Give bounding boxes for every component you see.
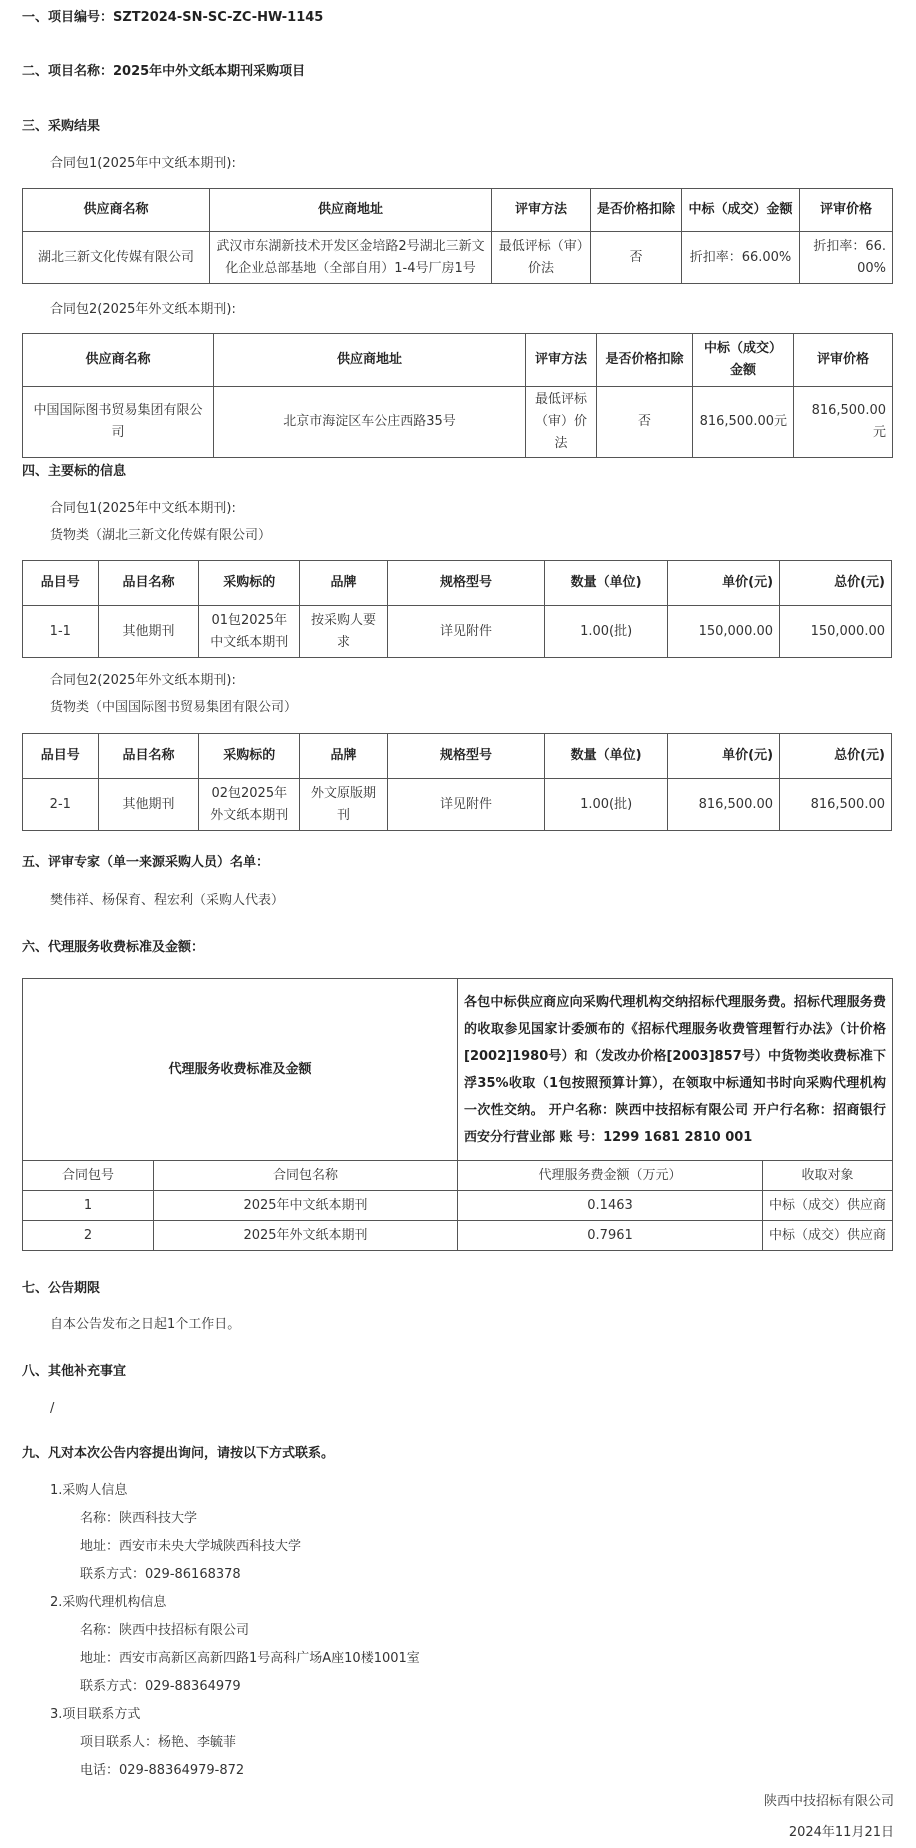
signature-date: 2024年11月21日 (788, 1825, 894, 1840)
table-row (23, 779, 892, 831)
goods-category-2: 货物类（中国国际图书贸易集团有限公司） (50, 700, 298, 715)
purchaser-name: 名称：陕西科技大学 (80, 1511, 198, 1526)
agency-name: 名称：陕西中技招标有限公司 (80, 1623, 250, 1638)
item-unit-price: 816,500.00 (668, 779, 780, 831)
purchaser-phone: 联系方式：029-86168378 (80, 1567, 241, 1582)
section-6-heading: 六、代理服务收费标准及金额： (22, 940, 205, 955)
header-item-no: 品目号 (23, 561, 99, 606)
header-spec: 规格型号 (387, 561, 544, 606)
header-package-name: 合同包名称 (154, 1161, 458, 1191)
project-name: 二、项目名称：2025年中外文纸本期刊采购项目 (22, 64, 306, 79)
package-1-label: 合同包1(2025年中文纸本期刊): (50, 156, 236, 171)
item-spec: 详见附件 (387, 779, 544, 831)
header-supplier-name: 供应商名称 (23, 189, 210, 232)
item-brand: 按采购人要求 (300, 606, 388, 658)
header-payer: 收取对象 (763, 1161, 893, 1191)
header-review-method: 评审方法 (526, 334, 597, 387)
fee-amount: 0.7961 (458, 1221, 763, 1251)
item-name: 其他期刊 (98, 779, 199, 831)
table-row (23, 387, 893, 458)
agency-phone: 联系方式：029-88364979 (80, 1679, 241, 1694)
header-fee-amount: 代理服务费金额（万元） (458, 1161, 763, 1191)
header-item-name: 品目名称 (98, 561, 199, 606)
package-name: 2025年中文纸本期刊 (154, 1191, 458, 1221)
header-price-deduction: 是否价格扣除 (597, 334, 693, 387)
package-1-label: 合同包1(2025年中文纸本期刊): (50, 501, 236, 516)
review-price: 折扣率：66.00% (800, 232, 893, 284)
price-deduction: 否 (591, 232, 682, 284)
package-2-label: 合同包2(2025年外文纸本期刊): (50, 673, 236, 688)
section-8-heading: 八、其他补充事宜 (22, 1364, 127, 1379)
header-item-no: 品目号 (23, 734, 99, 779)
project-phone: 电话：029-88364979-872 (80, 1763, 245, 1778)
fee-table (22, 978, 893, 1251)
header-quantity: 数量（单位) (545, 561, 668, 606)
item-table-1 (22, 560, 892, 658)
header-total-price: 总价(元) (780, 734, 892, 779)
item-brand: 外文原版期刊 (300, 779, 388, 831)
contact-purchaser-title: 1.采购人信息 (50, 1483, 128, 1498)
supplier-name: 中国国际图书贸易集团有限公司 (23, 387, 214, 458)
result-table-2 (22, 333, 893, 458)
header-supplier-address: 供应商地址 (210, 189, 492, 232)
section-4-heading: 四、主要标的信息 (22, 464, 127, 479)
header-total-price: 总价(元) (780, 561, 892, 606)
table-row (23, 232, 893, 284)
payer: 中标（成交）供应商 (763, 1191, 893, 1221)
project-number: 一、项目编号：SZT2024-SN-SC-ZC-HW-1145 (22, 10, 324, 25)
review-price: 816,500.00元 (794, 387, 893, 458)
header-subject: 采购标的 (199, 561, 300, 606)
header-supplier-name: 供应商名称 (23, 334, 214, 387)
table-row (23, 1221, 893, 1251)
notice-period: 自本公告发布之日起1个工作日。 (50, 1317, 241, 1332)
section-3-heading: 三、采购结果 (22, 119, 101, 134)
section-9-heading: 九、凡对本次公告内容提出询问，请按以下方式联系。 (22, 1446, 335, 1461)
header-supplier-address: 供应商地址 (214, 334, 526, 387)
header-award-amount: 中标（成交）金额 (682, 189, 800, 232)
header-unit-price: 单价(元) (668, 734, 780, 779)
header-spec: 规格型号 (387, 734, 544, 779)
payer: 中标（成交）供应商 (763, 1221, 893, 1251)
header-quantity: 数量（单位) (545, 734, 668, 779)
fee-standard-label: 代理服务收费标准及金额 (23, 979, 458, 1161)
project-contacts: 项目联系人：杨艳、李毓菲 (80, 1735, 237, 1750)
header-review-price: 评审价格 (800, 189, 893, 232)
package-2-label: 合同包2(2025年外文纸本期刊): (50, 302, 236, 317)
package-name: 2025年外文纸本期刊 (154, 1221, 458, 1251)
section-7-heading: 七、公告期限 (22, 1281, 101, 1296)
header-package-no: 合同包号 (23, 1161, 154, 1191)
review-method: 最低评标（审）价法 (526, 387, 597, 458)
contact-project-title: 3.项目联系方式 (50, 1707, 141, 1722)
item-table-2 (22, 733, 892, 831)
package-no: 2 (23, 1221, 154, 1251)
contact-agency-title: 2.采购代理机构信息 (50, 1595, 167, 1610)
item-no: 1-1 (23, 606, 99, 658)
expert-list: 樊伟祥、杨保育、程宏利（采购人代表） (50, 893, 285, 908)
item-name: 其他期刊 (98, 606, 199, 658)
award-amount: 816,500.00元 (693, 387, 794, 458)
header-unit-price: 单价(元) (668, 561, 780, 606)
item-subject: 02包2025年外文纸本期刊 (199, 779, 300, 831)
purchaser-address: 地址：西安市未央大学城陕西科技大学 (80, 1539, 302, 1554)
goods-category-1: 货物类（湖北三新文化传媒有限公司） (50, 528, 272, 543)
signature-organization: 陕西中技招标有限公司 (763, 1794, 894, 1809)
supplier-name: 湖北三新文化传媒有限公司 (23, 232, 210, 284)
item-quantity: 1.00(批) (545, 606, 668, 658)
supplier-address: 武汉市东湖新技术开发区金培路2号湖北三新文化企业总部基地（全部自用）1-4号厂房1号 (210, 232, 492, 284)
review-method: 最低评标（审）价法 (492, 232, 591, 284)
header-review-price: 评审价格 (794, 334, 893, 387)
header-review-method: 评审方法 (492, 189, 591, 232)
table-row (23, 606, 892, 658)
item-no: 2-1 (23, 779, 99, 831)
supplier-address: 北京市海淀区车公庄西路35号 (214, 387, 526, 458)
item-quantity: 1.00(批) (545, 779, 668, 831)
item-unit-price: 150,000.00 (668, 606, 780, 658)
item-total-price: 150,000.00 (780, 606, 892, 658)
header-item-name: 品目名称 (98, 734, 199, 779)
header-award-amount: 中标（成交）金额 (693, 334, 794, 387)
package-no: 1 (23, 1191, 154, 1221)
header-brand: 品牌 (300, 561, 388, 606)
header-subject: 采购标的 (199, 734, 300, 779)
item-total-price: 816,500.00 (780, 779, 892, 831)
award-amount: 折扣率：66.00% (682, 232, 800, 284)
agency-address: 地址：西安市高新区高新四路1号高科广场A座10楼1001室 (80, 1651, 420, 1666)
result-table-1 (22, 188, 893, 284)
fee-amount: 0.1463 (458, 1191, 763, 1221)
item-subject: 01包2025年中文纸本期刊 (199, 606, 300, 658)
table-row (23, 1191, 893, 1221)
section-5-heading: 五、评审专家（单一来源采购人员）名单： (22, 855, 270, 870)
fee-standard-text: 各包中标供应商应向采购代理机构交纳招标代理服务费。招标代理服务费的收取参见国家计委颁布的《招标代理服务收费管理暂行办法》（计价格[2002]1980号）和（发改办价格[2003]857号）中货物类收费标准下浮35%收取（1包按照预算计算），在领取中标通知书时向采购代理机构一次性交纳。 开户名称：陕西中技招标有限公司 开户行名称：招商银行西安分行营业部 账 号：1299 1681 2810 001 (458, 979, 893, 1161)
other-matters: / (50, 1401, 55, 1416)
header-brand: 品牌 (300, 734, 388, 779)
price-deduction: 否 (597, 387, 693, 458)
header-price-deduction: 是否价格扣除 (591, 189, 682, 232)
item-spec: 详见附件 (387, 606, 544, 658)
